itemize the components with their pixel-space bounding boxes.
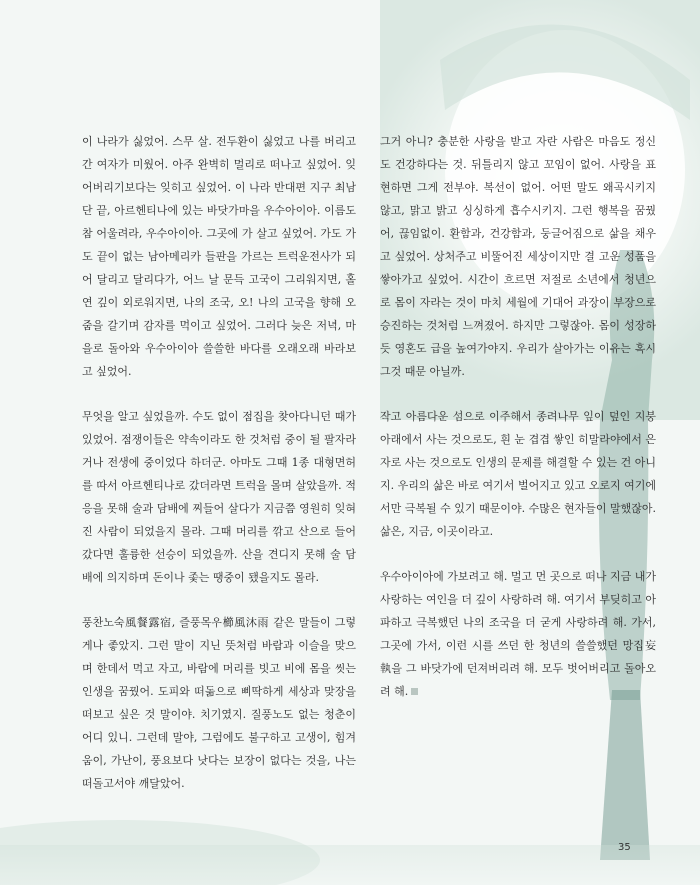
page-number: 35 xyxy=(618,842,631,853)
paragraph: 그거 아니? 충분한 사랑을 받고 자란 사람은 마음도 정신도 건강하다는 것. 뒤틀리지 않고 꼬임이 없어. 사랑을 표현하면 그게 전부야. 복선이 없어. 어떤 말도 왜곡시키지 않고, 맑고 밝고 싱싱하게 흡수시키지. 그런 행복을 꿈꿨어, 끊임없이. 환함과, 건강함과, 둥글어짐으로 삶을 채우고 싶었어. 상처주고 비뚤어진 세상이지만 결 고운 성품을 쌓아가고 싶었어. 시간이 흐르면 저절로 소년에서 청년으로 몸이 자라는 것이 마치 세월에 기대어 과장이 부장으로 승진하는 것처럼 느껴졌어. 하지만 그렇잖아. 몸이 성장하듯 영혼도 급을 높여가야지. 우리가 살아가는 이유는 혹시 그것 때문 아닐까. xyxy=(380,135,656,378)
paragraph-text: 우수아이아에 가보려고 해. 멀고 먼 곳으로 떠나 지금 내가 사랑하는 여인을 더 깊이 사랑하려 해. 여기서 부딪히고 아파하고 극복했던 나의 조국을 더 굳게 사랑하려 해. 가서, 그곳에 가서, 이런 시를 쓰던 한 청년의 쓸쓸했던 망집妄執을 그 바닷가에 던져버리려 해. 모두 벗어버리고 돌아오려 해. xyxy=(380,570,656,698)
paragraph: 작고 아름다운 섬으로 이주해서 종려나무 잎이 덮인 지붕 아래에서 사는 것으로도, 흰 눈 겹겹 쌓인 히말라야에서 은자로 사는 것으로도 인생의 문제를 해결할 수 있는 건 아니지. 우리의 삶은 바로 여기서 벌어지고 있고 오로지 여기에서만 극복될 수 있기 때문이야. 수많은 현자들이 말했잖아. 삶은, 지금, 이곳이라고. xyxy=(380,410,656,538)
paragraph: 무엇을 알고 싶었을까. 수도 없이 점집을 찾아다니던 때가 있었어. 점쟁이들은 약속이라도 한 것처럼 중이 될 팔자라거나 전생에 중이었다 하더군. 아마도 그때 1종 대형면허를 따서 아르헨티나로 갔더라면 트럭을 몰며 살았을까. 적응을 못해 술과 담배에 찌들어 살다가 지금쯤 영원히 잊혀진 사람이 되었을지 몰라. 그때 머리를 깎고 산으로 들어갔다면 훌륭한 선승이 되었을까. 산을 견디지 못해 술 담배에 의지하며 돈이나 좇는 땡중이 됐을지도 몰라. xyxy=(82,410,356,584)
right-text-column xyxy=(380,130,656,725)
end-mark-icon xyxy=(411,688,418,695)
left-text-column xyxy=(82,130,356,817)
paragraph: 풍찬노숙風餐露宿, 즐풍목우櫛風沐雨 같은 말들이 그렇게나 좋았지. 그런 말이 지닌 뜻처럼 바람과 이슬을 맞으며 한데서 먹고 자고, 바람에 머리를 빗고 비에 몸을 씻는 인생을 꿈꿨어. 도피와 떠돎으로 삐딱하게 세상과 맞장을 떠보고 싶은 것 말이야. 치기였지. 질풍노도 없는 청춘이 어디 있니. 그런데 말야, 그럼에도 불구하고 고생이, 힘겨움이, 가난이, 풍요보다 낫다는 보장이 없다는 것을, 나는 떠돌고서야 깨달았어. xyxy=(82,616,356,790)
final-paragraph xyxy=(380,565,656,703)
paragraph: 이 나라가 싫었어. 스무 살. 전두환이 싫었고 나를 버리고 간 여자가 미웠어. 아주 완벽히 멀리로 떠나고 싶었어. 잊어버리기보다는 잊히고 싶었어. 이 나라 반대편 지구 최남단 끝, 아르헨티나에 있는 바닷가마을 우수아이아. 이름도 참 어울려라, 우수아이아. 그곳에 가 살고 싶었어. 가도 가도 끝이 없는 남아메리카 들판을 가르는 트럭운전사가 되어 달리고 달리다가, 어느 날 문득 고국이 그리워지면, 홀연 깊이 외로워지면, 나의 조국, 오! 나의 고국을 향해 오줌을 갈기며 감자를 먹이고 싶었어. 그러다 늦은 저녁, 마을로 돌아와 우수아이아 쓸쓸한 바다를 오래오래 바라보고 싶었어. xyxy=(82,135,356,378)
